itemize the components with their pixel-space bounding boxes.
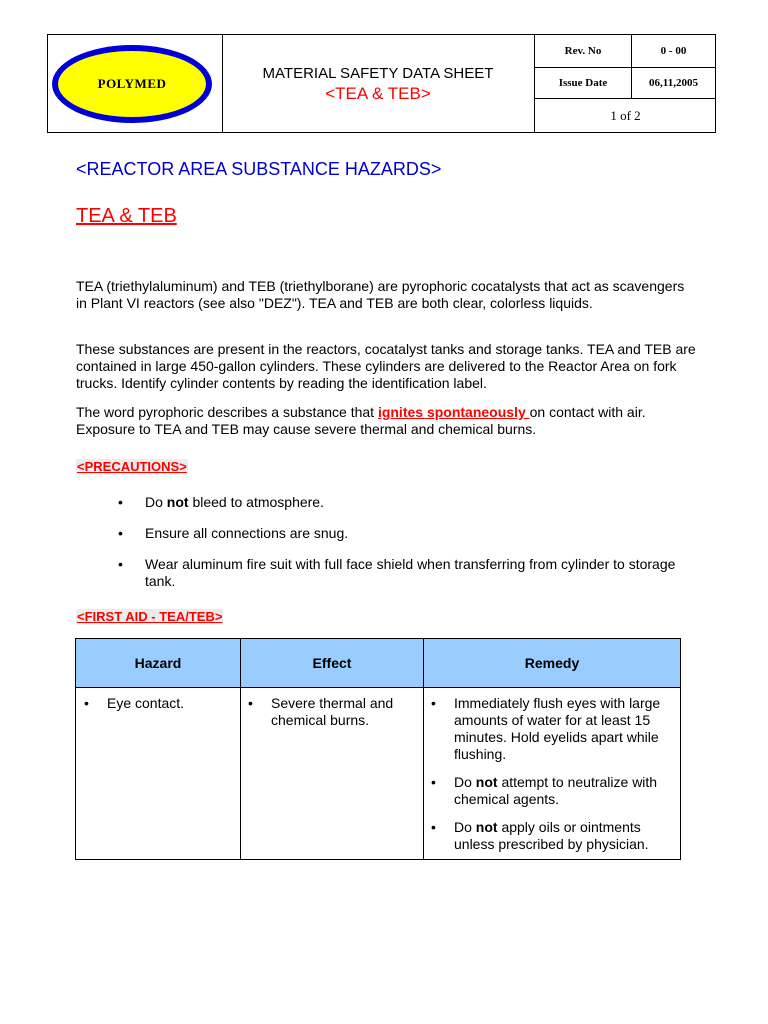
header-hazard: Hazard (134, 655, 182, 671)
list-item (431, 774, 676, 808)
intro-paragraph: TEA (triethylaluminum) and TEB (triethylborane) are pyrophoric cocatalysts that act as scavengers in Plant VI reactors (see also "DEZ"). TEA and TEB are both clear, colorless liquids. (76, 278, 685, 311)
cell-text: Do (454, 819, 476, 835)
logo-text: POLYMED (58, 51, 206, 117)
bullet-icon: • (431, 819, 436, 835)
ignites-highlight: ignites spontaneously (377, 404, 530, 420)
cell-bold: not (475, 774, 498, 790)
issue-label: Issue Date (535, 68, 632, 98)
bullet-icon: • (431, 695, 436, 711)
first-aid-label: <FIRST AID - TEA/TEB> (77, 609, 223, 624)
cell-text: attempt to neutralize with chemical agents. (454, 774, 658, 807)
page-indicator: 1 of 2 (610, 107, 641, 123)
rev-label: Rev. No (535, 35, 632, 67)
list-item (248, 695, 418, 729)
item-text: Do (145, 494, 167, 510)
list-item (118, 556, 698, 590)
cell-text: Severe thermal and chemical burns. (271, 695, 394, 728)
logo-cell (48, 35, 223, 132)
effect-cell (248, 695, 418, 740)
cell-text: Immediately flush eyes with large amounts of water for at least 15 minutes. Hold eyelids apart while flushing. (454, 695, 661, 762)
precautions-list (118, 494, 698, 604)
item-text: Wear aluminum fire suit with full face shield when transferring from cylinder to storage tank. (145, 556, 676, 589)
item-text: bleed to atmosphere. (188, 494, 324, 510)
remedy-cell (431, 695, 676, 864)
list-item (84, 695, 234, 712)
header-effect: Effect (312, 655, 352, 671)
bullet-icon: • (118, 525, 123, 541)
document-subtitle: <TEA & TEB> (325, 84, 431, 103)
cell-text: apply oils or ointments unless prescribed by physician. (454, 819, 649, 852)
issue-row (535, 68, 716, 99)
rev-value: 0 - 00 (660, 45, 687, 57)
section-title: <REACTOR AREA SUBSTANCE HAZARDS> (76, 159, 442, 179)
rev-row (535, 35, 716, 68)
hazard-cell (84, 695, 234, 723)
list-item (118, 525, 698, 542)
substance-title: TEA & TEB (76, 205, 177, 227)
issue-value: 06,11,2005 (649, 77, 698, 89)
document-header (47, 34, 716, 133)
header-remedy: Remedy (524, 655, 580, 671)
list-item (118, 494, 698, 511)
first-aid-table (75, 638, 681, 860)
cell-bold: not (475, 819, 498, 835)
revision-info (534, 35, 716, 132)
paragraph-text: The word pyrophoric describes a substance that (76, 404, 378, 420)
bullet-icon: • (118, 556, 123, 572)
item-bold: not (166, 494, 189, 510)
title-cell (222, 35, 534, 132)
bullet-icon: • (118, 494, 123, 510)
list-item (431, 819, 676, 853)
item-text: Ensure all connections are snug. (145, 525, 349, 541)
bullet-icon: • (431, 774, 436, 790)
list-item (431, 695, 676, 763)
location-paragraph: These substances are present in the reactors, cocatalyst tanks and storage tanks. TEA and TEB are contained in large 450-gallon cylinders. These cylinders are delivered to the Reactor Area on fork trucks. Identify cylinder contents by reading the identification label. (76, 341, 696, 391)
polymed-logo (52, 45, 212, 123)
bullet-icon: • (248, 695, 253, 711)
document-title: MATERIAL SAFETY DATA SHEET (262, 65, 494, 82)
precautions-label: <PRECAUTIONS> (77, 459, 187, 474)
cell-text: Do (454, 774, 476, 790)
bullet-icon: • (84, 695, 89, 711)
paragraph-text: on contact with air. Exposure to TEA and TEB may cause severe thermal and chemical burns. (76, 404, 646, 437)
pyrophoric-paragraph (76, 404, 696, 438)
cell-text: Eye contact. (107, 695, 185, 711)
